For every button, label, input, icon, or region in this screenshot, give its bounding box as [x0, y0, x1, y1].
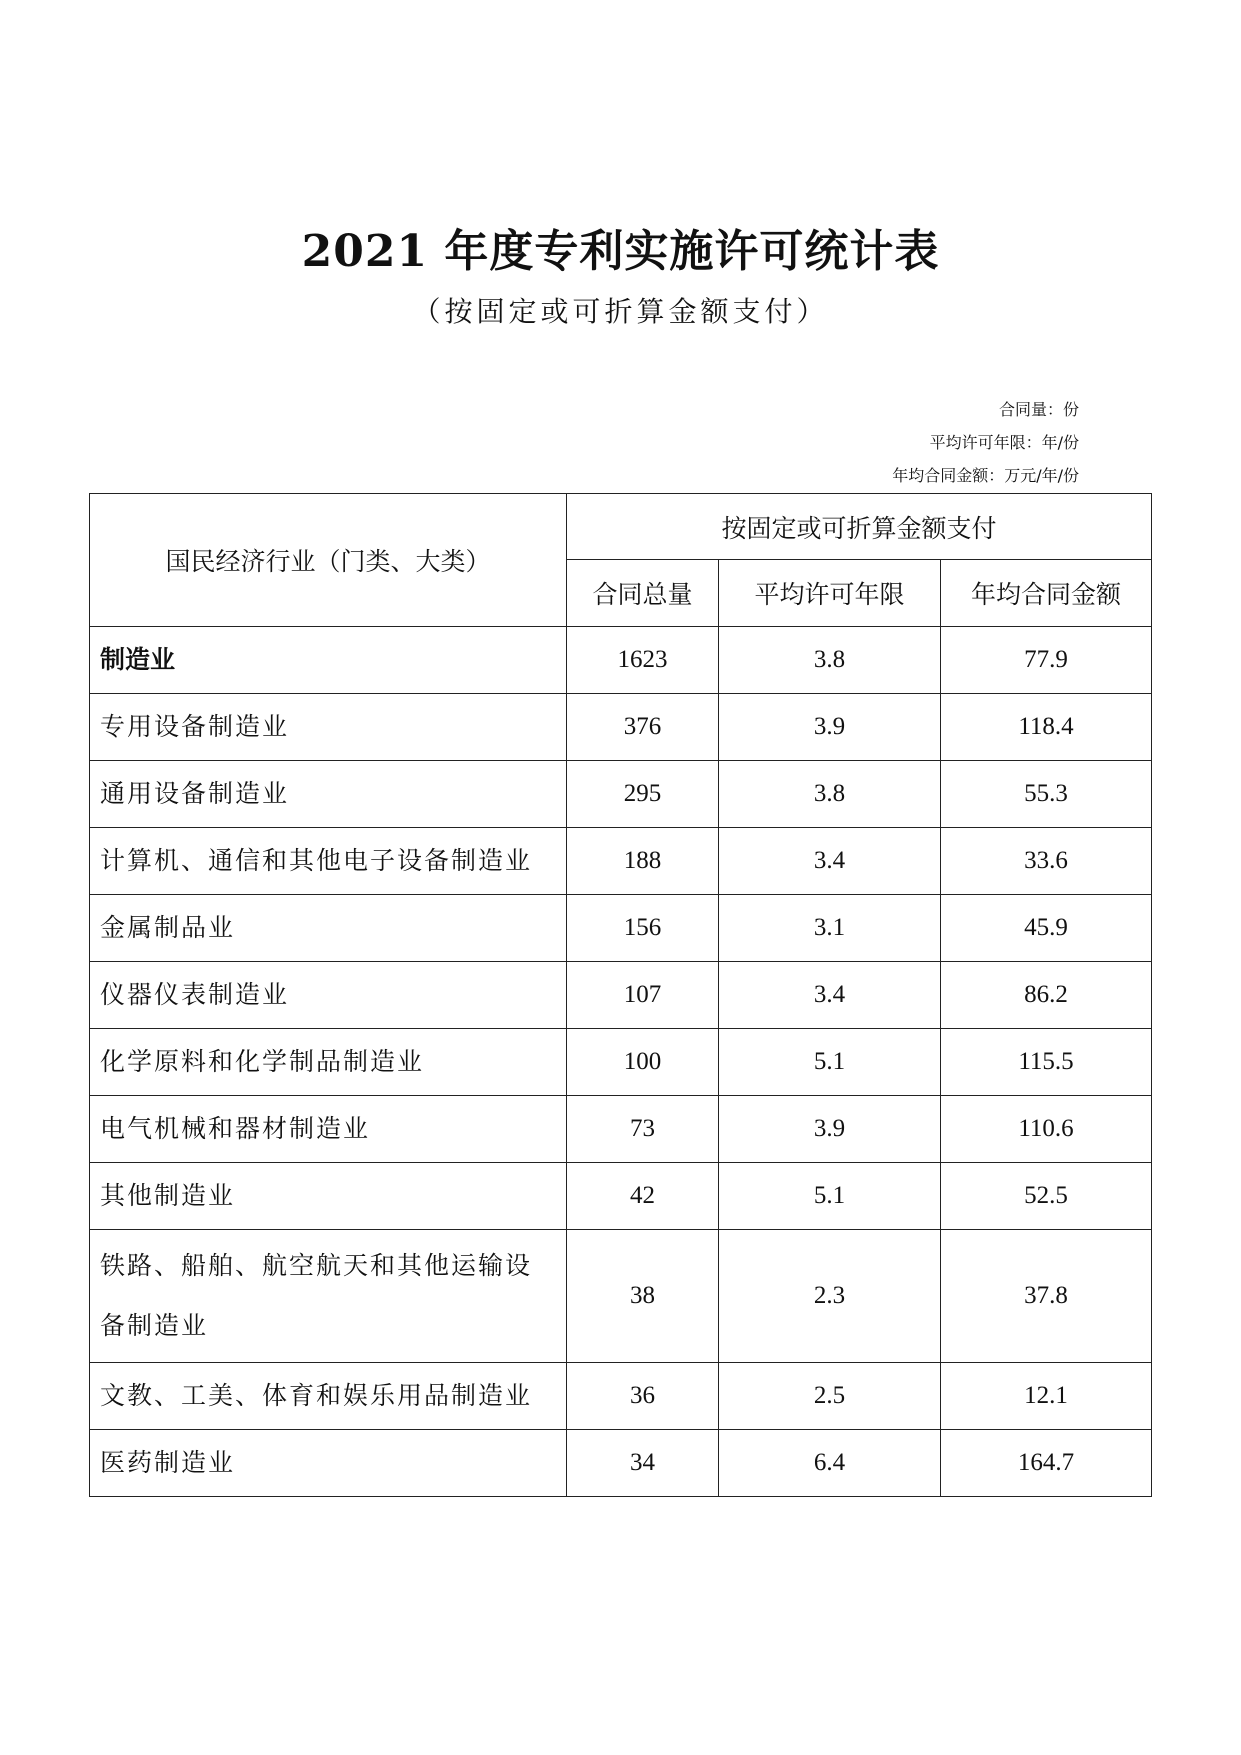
table-row: [90, 1363, 1152, 1430]
industry-name-cell: 文教、工美、体育和娱乐用品制造业: [90, 1363, 567, 1430]
table-row: [90, 761, 1152, 828]
industry-name-cell: 医药制造业: [90, 1430, 567, 1497]
table-row: [90, 1230, 1152, 1363]
annual-amount-cell: 118.4: [941, 694, 1152, 761]
column-header-total: 合同总量: [567, 560, 719, 627]
contract-total-cell: 295: [567, 761, 719, 828]
table-row: [90, 962, 1152, 1029]
annual-amount-cell: 86.2: [941, 962, 1152, 1029]
annual-amount-cell: 115.5: [941, 1029, 1152, 1096]
contract-total-cell: 100: [567, 1029, 719, 1096]
annual-amount-cell: 12.1: [941, 1363, 1152, 1430]
table-row: [90, 694, 1152, 761]
average-years-cell: 3.4: [719, 828, 941, 895]
industry-name-cell: 通用设备制造业: [90, 761, 567, 828]
contract-total-cell: 107: [567, 962, 719, 1029]
contract-total-cell: 34: [567, 1430, 719, 1497]
industry-header: 国民经济行业（门类、大类）: [90, 494, 567, 627]
annual-amount-cell: 37.8: [941, 1230, 1152, 1363]
average-years-cell: 3.9: [719, 694, 941, 761]
industry-name-cell: 化学原料和化学制品制造业: [90, 1029, 567, 1096]
table-row: [90, 627, 1152, 694]
annual-amount-cell: 164.7: [941, 1430, 1152, 1497]
unit-average-years: 平均许可年限：年/份: [929, 433, 1079, 452]
average-years-cell: 3.8: [719, 761, 941, 828]
payment-group-header: 按固定或可折算金额支付: [567, 494, 1152, 560]
column-header-amount: 年均合同金额: [941, 560, 1152, 627]
industry-name-cell: 其他制造业: [90, 1163, 567, 1230]
statistics-table: [89, 493, 1152, 1497]
average-years-cell: 3.4: [719, 962, 941, 1029]
table-body: [90, 627, 1152, 1497]
industry-name-cell: 仪器仪表制造业: [90, 962, 567, 1029]
contract-total-cell: 38: [567, 1230, 719, 1363]
table-row: [90, 1029, 1152, 1096]
average-years-cell: 3.8: [719, 627, 941, 694]
units-legend: [892, 398, 1079, 497]
contract-total-cell: 156: [567, 895, 719, 962]
column-header-years: 平均许可年限: [719, 560, 941, 627]
annual-amount-cell: 33.6: [941, 828, 1152, 895]
average-years-cell: 3.1: [719, 895, 941, 962]
contract-total-cell: 42: [567, 1163, 719, 1230]
table-row: [90, 895, 1152, 962]
industry-name-cell: 电气机械和器材制造业: [90, 1096, 567, 1163]
contract-total-cell: 376: [567, 694, 719, 761]
unit-contract-count: 合同量：份: [998, 400, 1079, 419]
industry-name-cell: 专用设备制造业: [90, 694, 567, 761]
page-subtitle: （按固定或可折算金额支付）: [412, 295, 829, 328]
annual-amount-cell: 110.6: [941, 1096, 1152, 1163]
average-years-cell: 3.9: [719, 1096, 941, 1163]
page-title: 2021 年度专利实施许可统计表: [301, 226, 940, 277]
contract-total-cell: 188: [567, 828, 719, 895]
contract-total-cell: 36: [567, 1363, 719, 1430]
table-row: [90, 1096, 1152, 1163]
annual-amount-cell: 52.5: [941, 1163, 1152, 1230]
table-row: [90, 1163, 1152, 1230]
annual-amount-cell: 55.3: [941, 761, 1152, 828]
industry-name-cell: 制造业: [90, 627, 567, 694]
contract-total-cell: 1623: [567, 627, 719, 694]
industry-name-cell: 铁路、船舶、航空航天和其他运输设备制造业: [90, 1230, 567, 1363]
industry-name-cell: 金属制品业: [90, 895, 567, 962]
average-years-cell: 2.3: [719, 1230, 941, 1363]
contract-total-cell: 73: [567, 1096, 719, 1163]
industry-name-cell: 计算机、通信和其他电子设备制造业: [90, 828, 567, 895]
annual-amount-cell: 77.9: [941, 627, 1152, 694]
table-row: [90, 1430, 1152, 1497]
annual-amount-cell: 45.9: [941, 895, 1152, 962]
average-years-cell: 5.1: [719, 1163, 941, 1230]
average-years-cell: 2.5: [719, 1363, 941, 1430]
average-years-cell: 5.1: [719, 1029, 941, 1096]
unit-annual-amount: 年均合同金额：万元/年/份: [892, 466, 1079, 485]
average-years-cell: 6.4: [719, 1430, 941, 1497]
table-row: [90, 828, 1152, 895]
